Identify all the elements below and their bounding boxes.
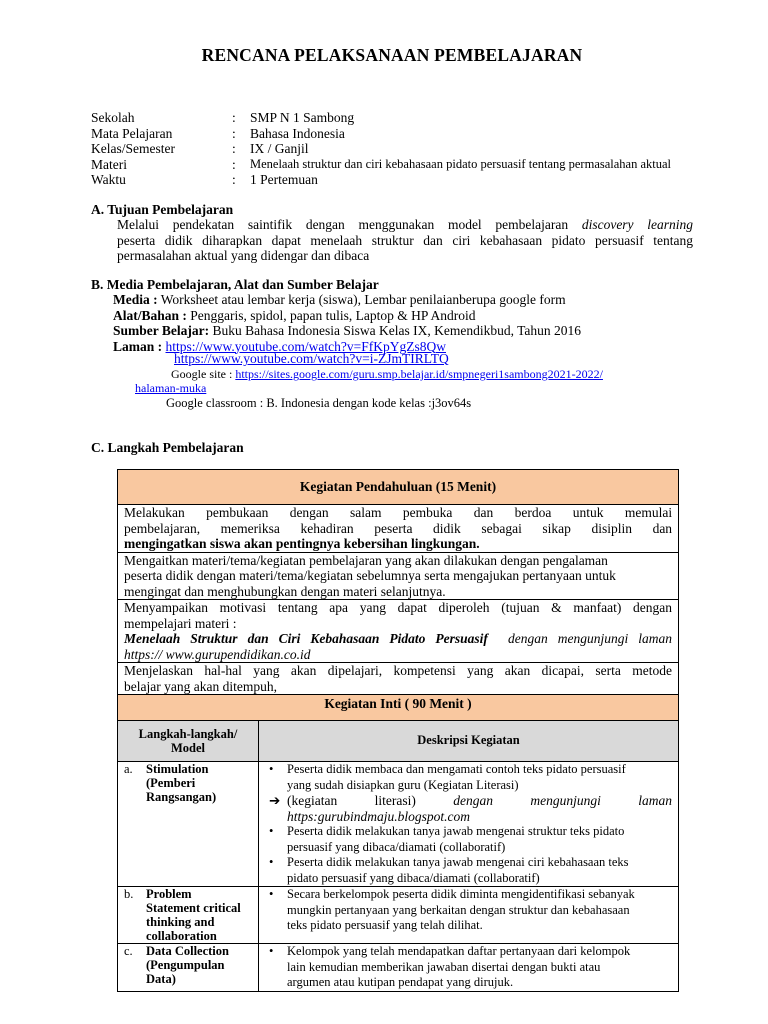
pendahuluan-header: Kegiatan Pendahuluan (15 Menit) (118, 470, 679, 505)
section-a-paragraph (117, 217, 693, 264)
bullet-icon: • (269, 887, 274, 901)
section-c-heading: C. Langkah Pembelajaran (91, 440, 244, 455)
text-line: Data) (146, 972, 176, 986)
step-desc-c (259, 944, 679, 992)
google-classroom-text: Google classroom : B. Indonesia dengan kode kelas :j3ov64s (166, 396, 472, 410)
text-line: mempelajari materi : (124, 615, 237, 631)
table-row (118, 944, 679, 992)
bullet-list (265, 887, 672, 934)
bullet-icon: • (269, 762, 274, 776)
word: mengunjungi (530, 793, 601, 808)
youtube-link-2[interactable]: https://www.youtube.com/watch?v=i-ZJmTIRLTQ (174, 351, 449, 366)
word: dan (652, 520, 673, 536)
info-colon: : (232, 156, 236, 172)
text-line: Menyampaikan motivasi tentang apa yang dapat diperoleh (tujuan & manfaat) dengan (124, 600, 672, 615)
sumber-value: Buku Bahasa Indonesia Siswa Kelas IX, Kemendikbud, Tahun 2016 (209, 323, 581, 338)
info-label: Mata Pelajaran (91, 125, 173, 141)
step-desc-b (259, 887, 679, 944)
google-site-link-cont[interactable]: halaman-muka (135, 381, 207, 395)
text-line: mengingat dan menghubungkan dengan materi selanjutnya. (124, 583, 446, 599)
text-line: Secara berkelompok peserta didik diminta mengidentifikasi sebanyak (287, 887, 635, 901)
step-name (146, 887, 241, 943)
sumber-line (113, 323, 581, 339)
text-line: Peserta didik melakukan tanya jawab mengenai struktur teks pidato (287, 824, 625, 838)
media-line (113, 292, 581, 308)
text-line: (Pemberi (146, 776, 196, 790)
info-label: Waktu (91, 172, 126, 187)
column-header-langkah (118, 721, 259, 762)
text-line: pidato persuasif yang dibaca/diamati (collaboratif) (287, 870, 540, 885)
pendahuluan-step-2 (118, 552, 679, 600)
word: disiplin (591, 520, 632, 536)
text-line (124, 521, 672, 537)
list-item (265, 944, 672, 991)
info-colon: : (232, 110, 236, 125)
info-row-sekolah (91, 110, 671, 126)
text-line (287, 793, 672, 809)
word: dan (473, 505, 494, 520)
word: kehadiran (300, 520, 354, 536)
word: (kegiatan (287, 793, 338, 808)
text-line: thinking and (146, 915, 215, 929)
text-line (124, 631, 672, 647)
section-a-line: peserta didik diharapkan dapat menelaah struktur dan ciri kebahasaan pidato persuasif tentang (117, 232, 693, 248)
text-line: Langkah-langkah/ (138, 727, 238, 741)
info-row-materi (91, 157, 671, 173)
word: pembuka (402, 505, 453, 520)
text-line: peserta didik dengan materi/tema/kegiatan sebelumnya serta mengajukan pertanyaan untuk (124, 568, 616, 583)
media-block (113, 292, 581, 354)
text: Melalui pendekatan saintifik dengan menggunakan model pembelajaran (117, 217, 569, 232)
word: literasi) (374, 793, 416, 808)
word: dengan (453, 793, 493, 808)
table-row (118, 470, 679, 505)
info-label: Kelas/Semester (91, 141, 175, 156)
text-line: yang sudah disiapkan guru (Kegiatan Literasi) (287, 777, 519, 792)
step-desc-a (259, 762, 679, 887)
step-name (146, 762, 216, 804)
table-row (118, 721, 679, 762)
text-line: belajar yang akan ditempuh, (124, 678, 277, 694)
info-row-kelas (91, 141, 671, 157)
word: sebagai (481, 520, 522, 536)
website-text: https:gurubindmaju.blogspot.com (287, 808, 471, 824)
text-line: Mengaitkan materi/tema/kegiatan pembelajaran yang akan dilakukan dengan pengalaman (124, 552, 608, 568)
step-number: b. (124, 887, 134, 901)
inti-header: Kegiatan Inti ( 90 Menit ) (118, 695, 679, 721)
text-line: Data Collection (146, 944, 229, 958)
text-line: Problem (146, 887, 192, 901)
google-site-label: Google site : (171, 367, 236, 381)
table-row (118, 600, 679, 663)
text-line: Model (170, 741, 206, 755)
info-value: Menelaah struktur dan ciri kebahasaan pidato persuasif tentang permasalahan aktual (250, 156, 672, 171)
word: untuk (572, 505, 604, 520)
info-colon: : (232, 125, 236, 141)
alat-label: Alat/Bahan : (113, 307, 187, 323)
step-number: c. (124, 944, 133, 958)
arrow-icon: ➔ (269, 793, 281, 808)
step-name-a (118, 762, 259, 887)
word: peserta (374, 520, 413, 536)
text: dengan mengunjungi laman (507, 631, 673, 646)
column-header-deskripsi: Deskripsi Kegiatan (259, 721, 679, 762)
table-row (118, 552, 679, 600)
youtube-link-1[interactable]: https://www.youtube.com/watch?v=FfKpYgZs8Qw (165, 338, 446, 354)
bullet-list (265, 944, 672, 991)
bullet-icon: • (269, 944, 274, 958)
word: pembukaan (206, 505, 269, 520)
text-line-bold: mengingatkan siswa akan pentingnya kebersihan lingkungan. (124, 536, 480, 551)
table-row (118, 762, 679, 887)
bullet-icon: • (269, 855, 274, 869)
website-text: https:// www.gurupendidikan.co.id (124, 646, 311, 662)
text-line: (Pengumpulan (146, 958, 225, 972)
info-label: Sekolah (91, 110, 135, 125)
text-line: lain kemudian memberikan jawaban disertai dengan bukti atau (287, 959, 601, 974)
bullet-list (265, 762, 672, 886)
list-item (265, 762, 672, 793)
word: dengan (289, 505, 329, 520)
step-label (122, 887, 254, 943)
text-line: Kelompok yang telah mendapatkan daftar pertanyaan dari kelompok (287, 944, 631, 958)
step-label (122, 762, 254, 804)
step-name-b (118, 887, 259, 944)
text-line: Menjelaskan hal-hal yang akan dipelajari, kompetensi yang akan dicapai, serta metode (124, 663, 672, 678)
text-line (124, 505, 672, 521)
text-line: collaboration (146, 929, 217, 943)
info-label: Materi (91, 156, 127, 172)
list-item (265, 855, 672, 886)
text-line: Peserta didik melakukan tanya jawab mengenai ciri kebahasaan teks (287, 855, 629, 869)
text-line: Statement critical (146, 901, 241, 915)
info-colon: : (232, 172, 236, 187)
word: memeriksa (220, 520, 280, 536)
section-a-heading: A. Tujuan Pembelajaran (91, 202, 234, 217)
info-colon: : (232, 141, 236, 156)
word: berdoa (514, 505, 552, 520)
word: sikap (542, 520, 571, 536)
materi-title: Menelaah Struktur dan Ciri Kebahasaan Pidato Persuasif (124, 631, 488, 646)
step-number: a. (124, 762, 133, 776)
text-line: teks pidato persuasif yang telah dilihat. (287, 918, 483, 932)
info-value: IX / Ganjil (250, 141, 309, 156)
section-a-line: permasalahan aktual yang didengar dan dibaca (117, 248, 370, 263)
step-name-c (118, 944, 259, 992)
text-line: argumen atau kutipan pendapat yang dirujuk. (287, 975, 514, 989)
info-row-mapel (91, 126, 671, 142)
step-name (146, 944, 229, 986)
pendahuluan-step-4 (118, 663, 679, 695)
word: memulai (624, 505, 673, 520)
media-value: Worksheet atau lembar kerja (siswa), Lembar penilaianberupa google form (157, 292, 566, 307)
document-title: RENCANA PELAKSANAAN PEMBELAJARAN (201, 45, 583, 65)
step-label (122, 944, 254, 986)
word: laman (638, 793, 673, 808)
section-b-heading: B. Media Pembelajaran, Alat dan Sumber Belajar (91, 277, 379, 292)
emphasis: discovery learning (581, 217, 694, 232)
alat-value: Penggaris, spidol, papan tulis, Laptop & HP Android (186, 307, 476, 323)
info-row-waktu (91, 172, 671, 188)
word: didik (433, 520, 461, 536)
media-label: Media : (113, 292, 158, 307)
info-value: 1 Pertemuan (250, 172, 318, 187)
alat-line (113, 308, 581, 324)
info-value: SMP N 1 Sambong (250, 110, 355, 125)
pendahuluan-step-3 (118, 600, 679, 663)
word: pembelajaran, (124, 520, 201, 536)
text-line: Peserta didik membaca dan mengamati contoh teks pidato persuasif (287, 762, 626, 776)
text-line: Rangsangan) (146, 790, 217, 804)
identity-block (91, 110, 671, 188)
word: salam (350, 505, 382, 520)
list-item (265, 793, 672, 824)
text-line: Stimulation (146, 762, 209, 776)
table-row (118, 505, 679, 553)
laman-label: Laman : (113, 338, 166, 354)
info-value: Bahasa Indonesia (250, 125, 345, 141)
list-item (265, 824, 672, 855)
bullet-icon: • (269, 824, 274, 838)
text-line: persuasif yang dibaca/diamati (collaboratif) (287, 839, 506, 854)
langkah-table (117, 469, 679, 992)
table-row (118, 887, 679, 944)
google-site-link[interactable]: https://sites.google.com/guru.smp.belajar.id/smpnegeri1sambong2021-2022/ (235, 367, 603, 381)
section-a-line (117, 217, 693, 233)
table-row (118, 663, 679, 695)
text-line: mungkin pertanyaan yang berkaitan dengan struktur dan kebahasaan (287, 902, 630, 917)
word: Melakukan (124, 505, 185, 520)
sumber-label: Sumber Belajar: (113, 323, 210, 338)
list-item (265, 887, 672, 934)
table-row (118, 695, 679, 721)
pendahuluan-step-1 (118, 505, 679, 553)
